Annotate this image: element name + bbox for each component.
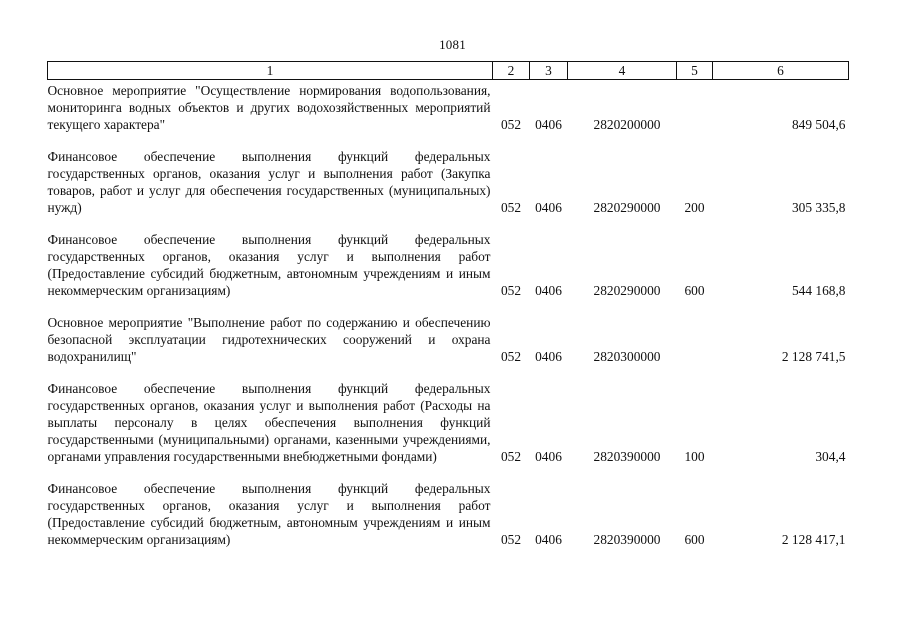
row-expense-type (677, 314, 713, 380)
header-row (48, 62, 849, 80)
row-target-article: 2820390000 (593, 449, 661, 464)
row-name: Основное мероприятие "Выполнение работ по содержанию и обеспечению безопасной эксплуатации гидротехнических сооружений и охрана водохранилищ" (47, 315, 491, 364)
table-row (48, 380, 849, 480)
row-target-article: 2820390000 (593, 532, 661, 547)
row-target-article: 2820200000 (593, 117, 661, 132)
row-name: Основное мероприятие "Осуществление нормирования водопользования, мониторинга водных объектов и других водохозяйственных мероприятий текущего характера" (47, 83, 491, 132)
row-amount: 2 128 741,5 (781, 349, 846, 364)
budget-table (47, 61, 849, 548)
row-grbs: 052 (500, 117, 522, 132)
header-col-3: 3 (530, 62, 568, 80)
row-target-article: 2820300000 (593, 349, 661, 364)
row-section: 0406 (535, 283, 562, 298)
table-row (48, 231, 849, 314)
row-expense-type: 600 (684, 283, 705, 298)
row-name: Финансовое обеспечение выполнения функций федеральных государственных органов, оказания услуг и выполнения работ (Закупка товаров, работ и услуг для обеспечения государственных (муниципальных) нужд) (47, 149, 491, 215)
header-col-4: 4 (568, 62, 677, 80)
row-grbs: 052 (500, 349, 522, 364)
header-col-1: 1 (48, 62, 493, 80)
row-expense-type: 200 (684, 200, 705, 215)
table-body (48, 80, 849, 549)
table-row (48, 80, 849, 149)
table-row (48, 314, 849, 380)
row-name: Финансовое обеспечение выполнения функций федеральных государственных органов, оказания услуг и выполнения работ (Предоставление субсидий бюджетным, автономным учреждениям и иным некоммерческим организациям) (47, 481, 491, 547)
row-section: 0406 (535, 449, 562, 464)
row-amount: 849 504,6 (791, 117, 846, 132)
row-name: Финансовое обеспечение выполнения функций федеральных государственных органов, оказания услуг и выполнения работ (Предоставление субсидий бюджетным, автономным учреждениям и иным некоммерческим организациям) (47, 232, 491, 298)
row-section: 0406 (535, 349, 562, 364)
row-expense-type (677, 80, 713, 149)
row-name: Финансовое обеспечение выполнения функций федеральных государственных органов, оказания услуг и выполнения работ (Расходы на выплаты персоналу в целях обеспечения выполнения функций государственными (муниципальными) органами, казенными учреждениями, органами управления государственными внебюджетными фондами) (47, 381, 491, 464)
row-grbs: 052 (500, 283, 522, 298)
header-col-6: 6 (713, 62, 849, 80)
row-section: 0406 (535, 117, 562, 132)
row-expense-type: 600 (684, 532, 705, 547)
table-row (48, 480, 849, 548)
table-header (48, 62, 849, 80)
row-amount: 2 128 417,1 (781, 532, 846, 547)
row-section: 0406 (535, 200, 562, 215)
row-target-article: 2820290000 (593, 200, 661, 215)
header-col-5: 5 (677, 62, 713, 80)
row-grbs: 052 (500, 449, 522, 464)
row-target-article: 2820290000 (593, 283, 661, 298)
row-amount: 304,4 (815, 449, 846, 464)
row-grbs: 052 (500, 200, 522, 215)
row-section: 0406 (535, 532, 562, 547)
page-number: 1081 (439, 37, 466, 52)
row-amount: 544 168,8 (791, 283, 846, 298)
header-col-2: 2 (493, 62, 530, 80)
row-grbs: 052 (500, 532, 522, 547)
table-row (48, 148, 849, 231)
row-amount: 305 335,8 (791, 200, 846, 215)
row-expense-type: 100 (684, 449, 705, 464)
